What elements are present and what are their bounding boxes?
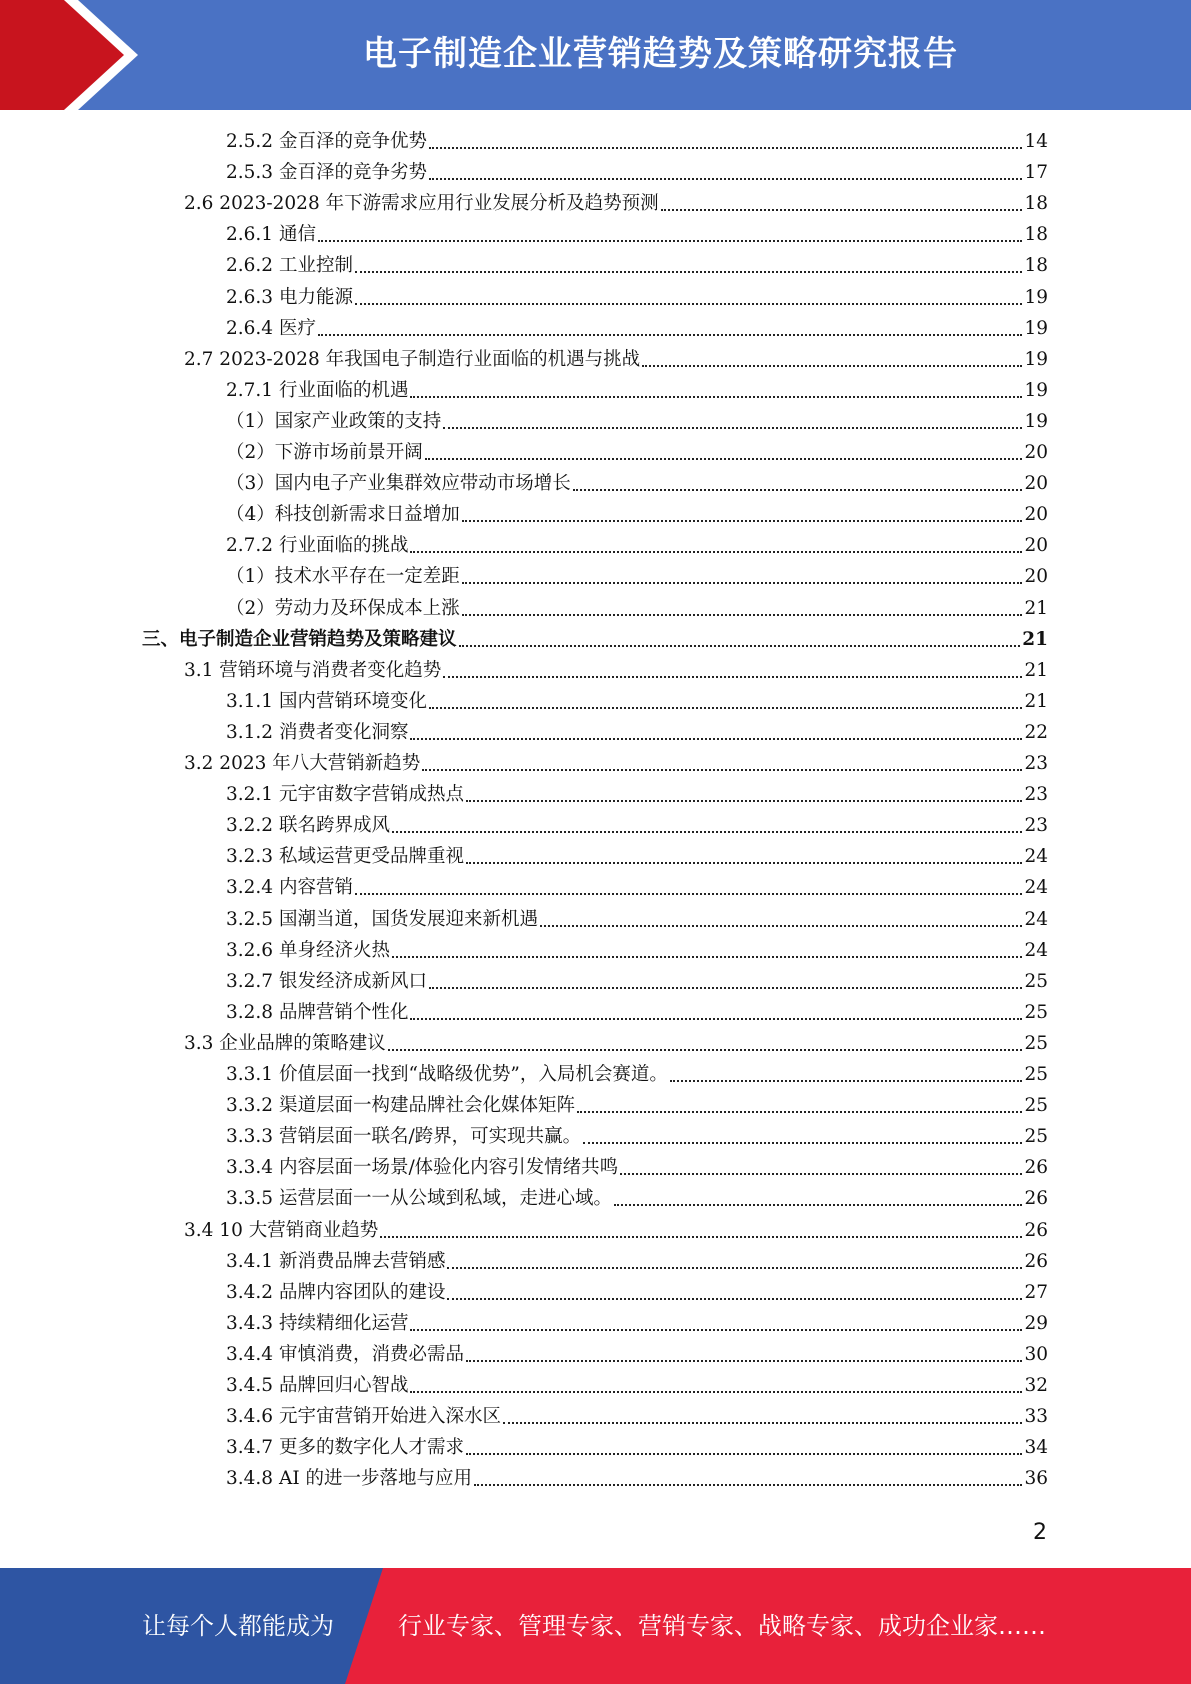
toc-entry-title: （1）国家产业政策的支持: [226, 410, 442, 432]
toc-entry-title: （1）技术水平存在一定差距: [226, 566, 460, 588]
toc-entry[interactable]: [226, 1123, 1048, 1151]
toc-dot-leader: [429, 147, 1022, 149]
toc-entry-page: 32: [1024, 1375, 1048, 1396]
toc-entry-title: 2.6 2023-2028 年下游需求应用行业发展分析及趋势预测: [184, 193, 659, 215]
toc-entry-title: （4）科技创新需求日益增加: [226, 504, 460, 526]
toc-dot-leader: [661, 209, 1023, 211]
toc-dot-leader: [410, 1329, 1022, 1331]
toc-dot-leader: [429, 178, 1022, 180]
toc-entry[interactable]: [226, 408, 1048, 436]
toc-entry[interactable]: [142, 626, 1048, 654]
toc-entry-title: 2.6.2 工业控制: [226, 255, 353, 277]
toc-dot-leader: [410, 1018, 1022, 1020]
page-footer: [0, 1568, 1191, 1684]
toc-entry[interactable]: [226, 1341, 1048, 1369]
toc-entry-title: 3.2 2023 年八大营销新趋势: [184, 753, 421, 774]
toc-entry[interactable]: [226, 906, 1048, 934]
toc-entry-title: 3.4 10 大营销商业趋势: [184, 1219, 379, 1241]
toc-entry-page: 29: [1024, 1312, 1048, 1334]
toc-entry-page: 24: [1024, 877, 1048, 899]
toc-dot-leader: [318, 240, 1023, 242]
toc-entry[interactable]: [226, 719, 1048, 747]
toc-entry-page: 17: [1024, 162, 1048, 184]
toc-entry-page: 24: [1024, 908, 1048, 930]
toc-entry-page: 24: [1024, 846, 1048, 868]
toc-entry-page: 19: [1024, 379, 1048, 401]
toc-dot-leader: [642, 365, 1022, 367]
toc-entry-page: 23: [1024, 784, 1048, 806]
toc-entry[interactable]: [226, 781, 1048, 809]
toc-entry[interactable]: [226, 470, 1048, 498]
toc-entry-title: 3.4.5 品牌回归心智战: [226, 1375, 409, 1396]
toc-entry-title: 3.3.2 渠道层面一构建品牌社会化媒体矩阵: [226, 1095, 575, 1117]
toc-dot-leader: [620, 1173, 1022, 1175]
toc-entry[interactable]: [226, 688, 1048, 716]
toc-dot-leader: [429, 987, 1022, 989]
toc-entry-title: 三、电子制造企业营销趋势及策略建议: [142, 628, 457, 650]
toc-entry-page: 25: [1024, 1126, 1048, 1148]
toc-entry-title: 2.5.2 金百泽的竞争优势: [226, 131, 427, 152]
toc-entry[interactable]: [226, 1061, 1048, 1089]
toc-entry[interactable]: [184, 346, 1048, 374]
toc-entry-title: 3.4.1 新消费品牌去营销感: [226, 1250, 446, 1272]
toc-entry-title: 2.6.1 通信: [226, 224, 316, 246]
toc-dot-leader: [447, 1267, 1022, 1269]
toc-entry-title: 3.3.3 营销层面一联名/跨界，可实现共赢。: [226, 1126, 582, 1148]
toc-entry[interactable]: [184, 190, 1048, 218]
toc-dot-leader: [392, 831, 1022, 833]
toc-entry-page: 18: [1024, 255, 1048, 277]
toc-entry-title: 3.2.6 单身经济火热: [226, 939, 390, 961]
toc-dot-leader: [410, 551, 1022, 553]
toc-entry-title: 3.2.5 国潮当道，国货发展迎来新机遇: [226, 908, 538, 930]
toc-entry-page: 19: [1024, 410, 1048, 432]
toc-entry-page: 25: [1024, 1001, 1048, 1023]
toc-entry[interactable]: [184, 1217, 1048, 1245]
toc-dot-leader: [466, 1360, 1022, 1362]
toc-entry-title: 3.4.3 持续精细化运营: [226, 1312, 409, 1334]
toc-entry[interactable]: [226, 843, 1048, 871]
toc-entry-title: 3.4.6 元宇宙营销开始进入深水区: [226, 1406, 501, 1428]
toc-dot-leader: [573, 489, 1023, 491]
toc-entry-page: 19: [1024, 348, 1048, 370]
footer-slogan-right: 行业专家、管理专家、营销专家、战略专家、成功企业家……: [398, 1612, 1046, 1640]
toc-entry-page: 34: [1024, 1437, 1048, 1459]
toc-entry-page: 30: [1024, 1343, 1048, 1365]
chevron-arrow-icon: [0, 0, 160, 110]
toc-entry-page: 25: [1024, 1032, 1048, 1054]
toc-entry-page: 23: [1024, 815, 1048, 837]
toc-dot-leader: [447, 1298, 1022, 1300]
toc-entry[interactable]: [226, 1279, 1048, 1307]
toc-entry-title: 3.2.2 联名跨界成风: [226, 815, 390, 837]
toc-dot-leader: [577, 1111, 1022, 1113]
toc-entry-page: 20: [1024, 566, 1048, 588]
toc-dot-leader: [355, 893, 1023, 895]
toc-entry-title: 3.4.2 品牌内容团队的建设: [226, 1281, 446, 1303]
toc-dot-leader: [443, 427, 1022, 429]
toc-entry-page: 26: [1024, 1157, 1048, 1179]
toc-entry-page: 25: [1024, 1064, 1048, 1085]
toc-entry[interactable]: [226, 1185, 1048, 1213]
toc-entry-page: 20: [1024, 442, 1048, 463]
toc-dot-leader: [466, 1453, 1022, 1455]
toc-entry-page: 21: [1024, 659, 1048, 681]
toc-entry-title: 3.4.7 更多的数字化人才需求: [226, 1437, 464, 1459]
toc-entry[interactable]: [184, 1030, 1048, 1058]
toc-dot-leader: [462, 520, 1023, 522]
toc-dot-leader: [422, 769, 1022, 771]
toc-entry[interactable]: [226, 968, 1048, 996]
toc-dot-leader: [466, 800, 1022, 802]
toc-dot-leader: [355, 271, 1023, 273]
toc-entry[interactable]: [226, 284, 1048, 312]
toc-entry-page: 23: [1024, 753, 1048, 774]
toc-entry[interactable]: [226, 128, 1048, 156]
toc-entry-title: 3.3.5 运营层面一一从公域到私域，走进心域。: [226, 1188, 612, 1210]
toc-entry-page: 20: [1024, 504, 1048, 526]
toc-entry-page: 36: [1024, 1468, 1048, 1490]
toc-entry[interactable]: [226, 1403, 1048, 1431]
toc-entry-page: 22: [1024, 721, 1048, 743]
toc-entry-title: 2.6.4 医疗: [226, 317, 316, 339]
toc-entry-page: 27: [1024, 1281, 1048, 1303]
toc-entry[interactable]: [226, 501, 1048, 529]
toc-entry-page: 25: [1024, 1095, 1048, 1117]
toc-entry-title: 3.2.8 品牌营销个性化: [226, 1001, 409, 1023]
toc-entry-page: 20: [1024, 473, 1048, 495]
toc-dot-leader: [318, 334, 1023, 336]
toc-entry-page: 26: [1024, 1219, 1048, 1241]
toc-entry-title: 3.2.1 元宇宙数字营销成热点: [226, 784, 464, 806]
toc-entry[interactable]: [226, 532, 1048, 560]
toc-entry-title: 3.4.4 审慎消费，消费必需品: [226, 1343, 464, 1365]
toc-dot-leader: [583, 1142, 1022, 1144]
toc-dot-leader: [540, 925, 1022, 927]
toc-entry[interactable]: [226, 595, 1048, 623]
toc-entry-page: 21: [1024, 597, 1048, 619]
toc-entry-page: 26: [1024, 1250, 1048, 1272]
toc-entry-page: 14: [1024, 131, 1048, 152]
toc-entry-title: 2.5.3 金百泽的竞争劣势: [226, 162, 427, 184]
toc-entry[interactable]: [226, 1248, 1048, 1276]
toc-dot-leader: [462, 614, 1023, 616]
toc-entry-page: 24: [1024, 939, 1048, 961]
toc-entry-page: 20: [1024, 535, 1048, 557]
page-header: [0, 0, 1191, 110]
toc-entry-title: （3）国内电子产业集群效应带动市场增长: [226, 473, 571, 495]
toc-entry[interactable]: [226, 377, 1048, 405]
toc-entry-title: 2.7.2 行业面临的挑战: [226, 535, 409, 557]
toc-dot-leader: [614, 1204, 1022, 1206]
toc-entry[interactable]: [226, 563, 1048, 591]
toc-entry-page: 25: [1024, 970, 1048, 992]
toc-entry[interactable]: [226, 439, 1048, 467]
toc-entry-title: （2）劳动力及环保成本上涨: [226, 597, 460, 619]
toc-dot-leader: [429, 707, 1022, 709]
toc-entry-page: 21: [1024, 690, 1048, 712]
toc-dot-leader: [443, 676, 1022, 678]
toc-entry-title: 3.2.4 内容营销: [226, 877, 353, 899]
toc-entry-title: 2.7 2023-2028 年我国电子制造行业面临的机遇与挑战: [184, 348, 641, 370]
toc-dot-leader: [355, 303, 1023, 305]
toc-entry-title: 2.6.3 电力能源: [226, 286, 353, 308]
toc-entry-page: 21: [1022, 628, 1048, 650]
toc-dot-leader: [466, 862, 1022, 864]
toc-entry-title: 3.3 企业品牌的策略建议: [184, 1032, 386, 1054]
toc-entry-page: 33: [1024, 1406, 1048, 1428]
toc-dot-leader: [410, 396, 1022, 398]
toc-entry[interactable]: [226, 812, 1048, 840]
toc-entry[interactable]: [226, 874, 1048, 902]
toc-entry[interactable]: [184, 750, 1048, 778]
toc-entry[interactable]: [226, 1310, 1048, 1338]
toc-entry[interactable]: [226, 999, 1048, 1027]
toc-entry[interactable]: [226, 937, 1048, 965]
toc-dot-leader: [410, 1391, 1022, 1393]
toc-dot-leader: [425, 458, 1023, 460]
toc-entry[interactable]: [226, 315, 1048, 343]
toc-entry[interactable]: [226, 221, 1048, 249]
toc-entry[interactable]: [184, 657, 1048, 685]
toc-dot-leader: [462, 582, 1023, 584]
toc-entry-page: 18: [1024, 193, 1048, 215]
toc-entry[interactable]: [226, 1092, 1048, 1120]
toc-entry[interactable]: [226, 1434, 1048, 1462]
toc-entry-page: 26: [1024, 1188, 1048, 1210]
footer-slogan-left: 让每个人都能成为: [142, 1612, 334, 1640]
toc-entry[interactable]: [226, 159, 1048, 187]
toc-entry-page: 19: [1024, 317, 1048, 339]
toc-entry-page: 18: [1024, 224, 1048, 246]
toc-entry[interactable]: [226, 252, 1048, 280]
toc-entry-title: 3.3.1 价值层面一找到“战略级优势”，入局机会赛道。: [226, 1064, 668, 1085]
toc-entry-title: 3.2.7 银发经济成新风口: [226, 970, 427, 992]
toc-dot-leader: [670, 1080, 1023, 1082]
toc-entry-title: 3.3.4 内容层面一场景/体验化内容引发情绪共鸣: [226, 1157, 619, 1179]
toc-dot-leader: [392, 956, 1022, 958]
toc-entry-title: 2.7.1 行业面临的机遇: [226, 379, 409, 401]
toc-entry[interactable]: [226, 1154, 1048, 1182]
report-title: 电子制造企业营销趋势及策略研究报告: [363, 34, 958, 74]
toc-dot-leader: [388, 1049, 1023, 1051]
toc-dot-leader: [380, 1236, 1022, 1238]
toc-entry-title: 3.2.3 私域运营更受品牌重视: [226, 846, 464, 868]
toc-dot-leader: [410, 738, 1022, 740]
toc-entry-title: 3.1.2 消费者变化洞察: [226, 721, 409, 743]
page-number: 2: [1033, 1520, 1047, 1545]
toc-entry-title: 3.1.1 国内营销环境变化: [226, 690, 427, 712]
toc-entry-title: （2）下游市场前景开阔: [226, 442, 423, 463]
toc-dot-leader: [503, 1422, 1022, 1424]
toc-entry-title: 3.1 营销环境与消费者变化趋势: [184, 659, 442, 681]
toc-entry[interactable]: [226, 1465, 1048, 1493]
toc-dot-leader: [459, 645, 1021, 647]
toc-entry-page: 19: [1024, 286, 1048, 308]
toc-entry[interactable]: [226, 1372, 1048, 1400]
toc-dot-leader: [474, 1484, 1022, 1486]
toc-entry-title: 3.4.8 AI 的进一步落地与应用: [226, 1468, 473, 1490]
